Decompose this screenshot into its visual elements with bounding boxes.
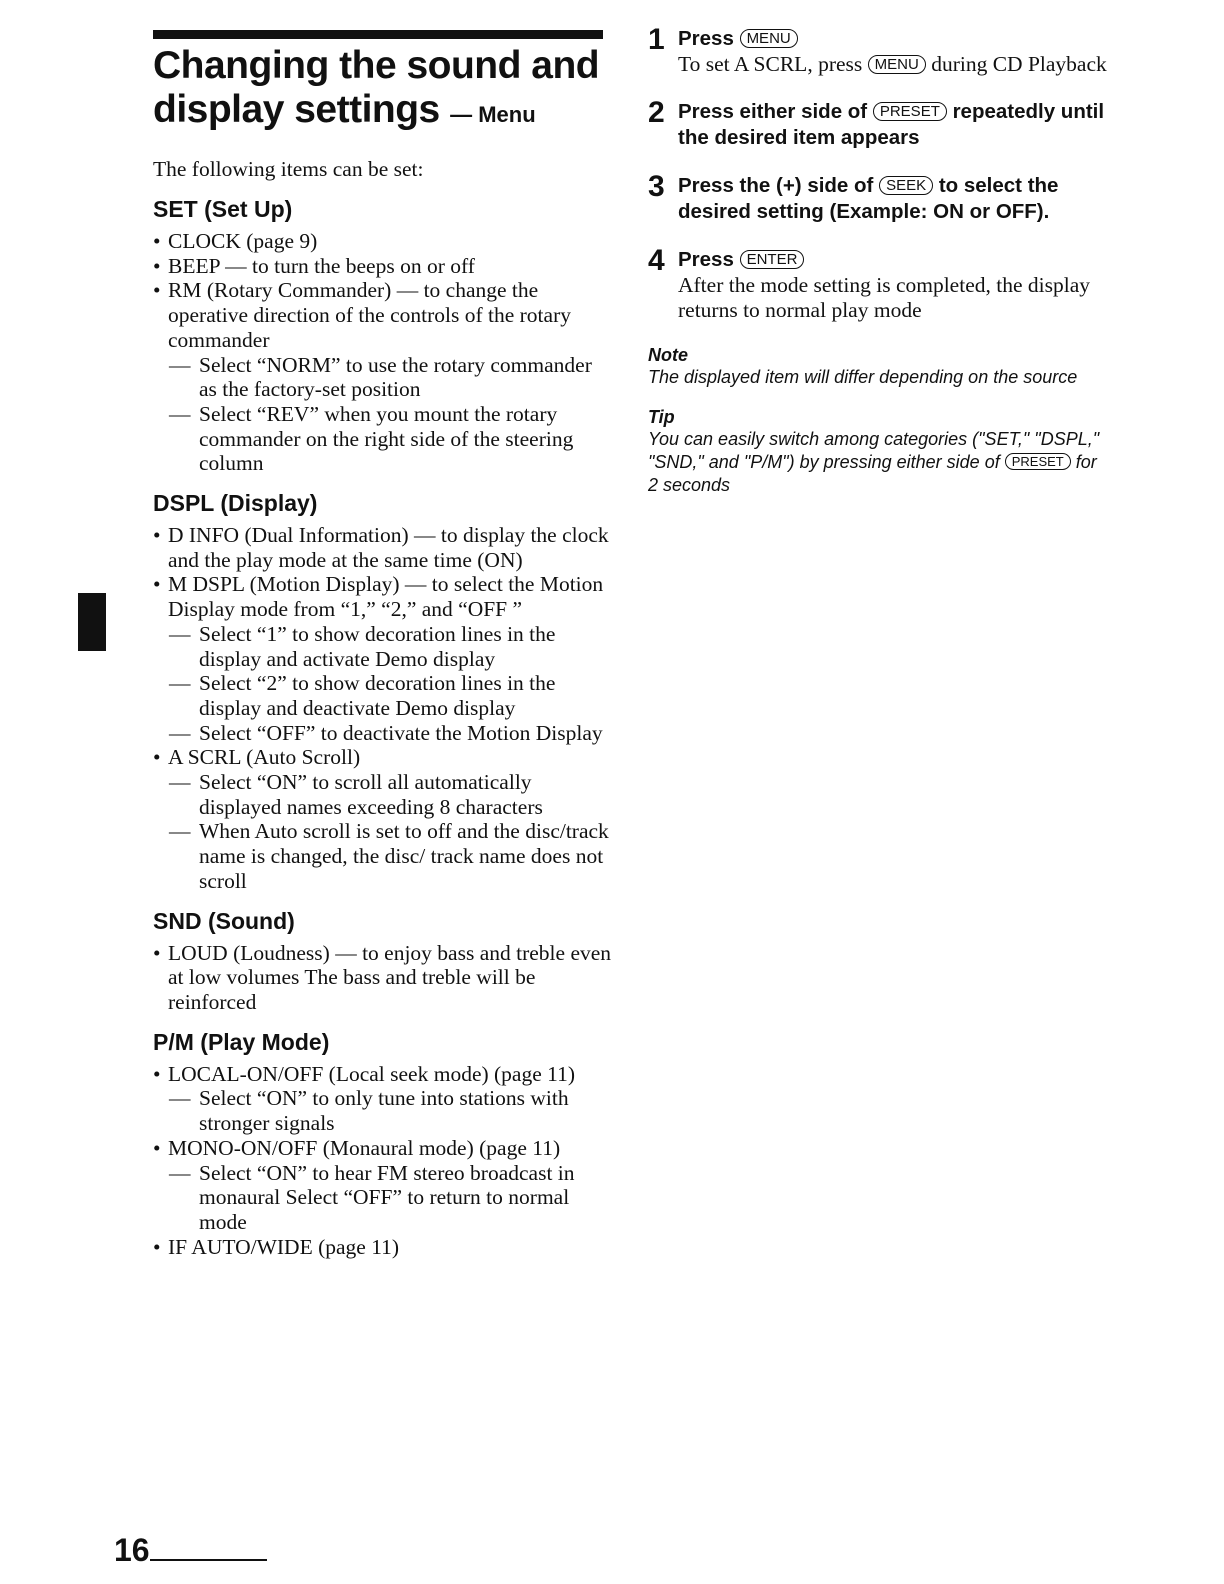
section-heading-snd: SND (Sound) [153, 907, 295, 934]
preset-key-icon: PRESET [873, 102, 947, 121]
section-heading-set: SET (Set Up) [153, 196, 293, 222]
item-text: MONO-ON/OFF (Monaural mode) (page 11) [168, 1135, 561, 1160]
tip-heading: Tip [648, 407, 675, 427]
item-text: D INFO (Dual Information) — to display the clock and the play mode at the same time (ON) [168, 523, 609, 572]
step-heading-text: repeatedly until the desired item appears [678, 100, 1105, 149]
step-body [678, 52, 1108, 77]
list-item [153, 229, 613, 254]
step-1 [648, 23, 1108, 77]
step-heading [678, 99, 1108, 151]
step-heading [678, 247, 1108, 273]
sub-list [168, 1161, 613, 1235]
sub-list [168, 353, 613, 477]
item-text: A SCRL (Auto Scroll) [168, 745, 361, 770]
section-tab-marker [78, 593, 106, 651]
step-heading-text: Press [678, 248, 734, 271]
step-heading-text: Press either side of [678, 100, 868, 123]
item-text: IF AUTO/WIDE (page 11) [168, 1234, 400, 1259]
tip-block [648, 407, 1108, 497]
item-text: LOCAL-ON/OFF (Local seek mode) (page 11) [168, 1061, 575, 1086]
step-heading [678, 26, 1108, 52]
menu-key-icon: MENU [868, 55, 926, 74]
step-heading-text: Press the (+) side of [678, 174, 874, 197]
note-body: The displayed item will differ depending on the source [648, 367, 1078, 387]
sub-item: — Select “ON” to scroll all automatically displayed names exceeding 8 characters [168, 770, 613, 819]
sub-list [168, 622, 613, 746]
note-heading: Note [648, 345, 688, 365]
item-text: LOUD (Loudness) — to enjoy bass and treble even at low volumes The bass and treble will be reinforced [168, 940, 612, 1014]
list-item [153, 254, 613, 279]
step-heading-text: to select the desired setting (Example: ON or OFF). [678, 174, 1059, 223]
step-2 [648, 96, 1108, 151]
title-line2: display settings [153, 88, 440, 131]
page-number: 16 [114, 1532, 150, 1568]
step-body: After the mode setting is completed, the display returns to normal play mode [678, 273, 1090, 322]
preset-key-icon: PRESET [1005, 453, 1071, 470]
sub-list [168, 770, 613, 894]
page-title [153, 44, 613, 137]
step-heading [678, 173, 1108, 225]
step-body-text: during CD Playback [931, 52, 1107, 76]
section-heading-dspl: DSPL (Display) [153, 490, 318, 517]
menu-key-icon: MENU [740, 29, 798, 48]
step-number: 3 [648, 170, 665, 203]
sub-item: — Select “ON” to hear FM stereo broadcast in monaural Select “OFF” to return to normal mode [168, 1161, 613, 1235]
step-number: 4 [648, 244, 665, 277]
list-item [153, 278, 613, 476]
tip-body [648, 428, 1108, 497]
dspl-items [153, 523, 613, 894]
sub-item: — Select “1” to show decoration lines in the display and activate Demo display [168, 622, 613, 671]
sub-list [168, 1086, 613, 1135]
step-body-text: To set A SCRL, press [678, 52, 863, 76]
item-text: M DSPL (Motion Display) — to select the Motion Display mode from “1,” “2,” and “OFF ” [168, 572, 604, 622]
item-text: RM (Rotary Commander) — to change the operative direction of the controls of the rotary commander [168, 278, 571, 352]
item-text: BEEP — to turn the beeps on or off [168, 253, 475, 278]
title-line1: Changing the sound and [153, 44, 600, 87]
item-text: CLOCK (page 9) [168, 229, 318, 253]
left-column [153, 44, 613, 1259]
sub-item: — Select “ON” to only tune into stations with stronger signals [168, 1086, 613, 1135]
sub-item: — Select “NORM” to use the rotary commander as the factory-set position [168, 353, 613, 402]
sub-item: — Select “OFF” to deactivate the Motion Display [168, 721, 613, 746]
step-heading-text: Press [678, 27, 734, 50]
snd-items [153, 941, 613, 1015]
list-item [153, 941, 613, 1015]
set-items [153, 229, 613, 476]
list-item [153, 572, 613, 745]
list-item [153, 1062, 613, 1136]
step-3 [648, 170, 1108, 225]
sub-item: — Select “2” to show decoration lines in the display and deactivate Demo display [168, 671, 613, 720]
tip-body-text: You can easily switch among categories ("SET," "DSPL," "SND," and "P/M") by pressing either side of [648, 429, 1100, 472]
title-rule [153, 30, 603, 39]
seek-key-icon: SEEK [879, 176, 933, 195]
section-heading-pm: P/M (Play Mode) [153, 1028, 330, 1055]
step-number: 2 [648, 96, 665, 129]
list-item [153, 523, 613, 572]
list-item [153, 1136, 613, 1235]
pm-items [153, 1062, 613, 1260]
step-number: 1 [648, 23, 665, 56]
page-number-rule [150, 1559, 267, 1561]
tip-body-text: for 2 seconds [648, 452, 1097, 495]
step-4 [648, 244, 1108, 323]
right-column [648, 23, 1108, 497]
list-item [153, 745, 613, 893]
intro-text: The following items can be set: [153, 157, 424, 181]
title-suffix: — Menu [450, 102, 536, 127]
note-block [648, 345, 1108, 389]
sub-item: — When Auto scroll is set to off and the disc/track name is changed, the disc/ track name does not scroll [168, 819, 613, 893]
list-item [153, 1235, 613, 1260]
enter-key-icon: ENTER [740, 250, 805, 269]
sub-item: — Select “REV” when you mount the rotary commander on the right side of the steering column [168, 402, 613, 476]
